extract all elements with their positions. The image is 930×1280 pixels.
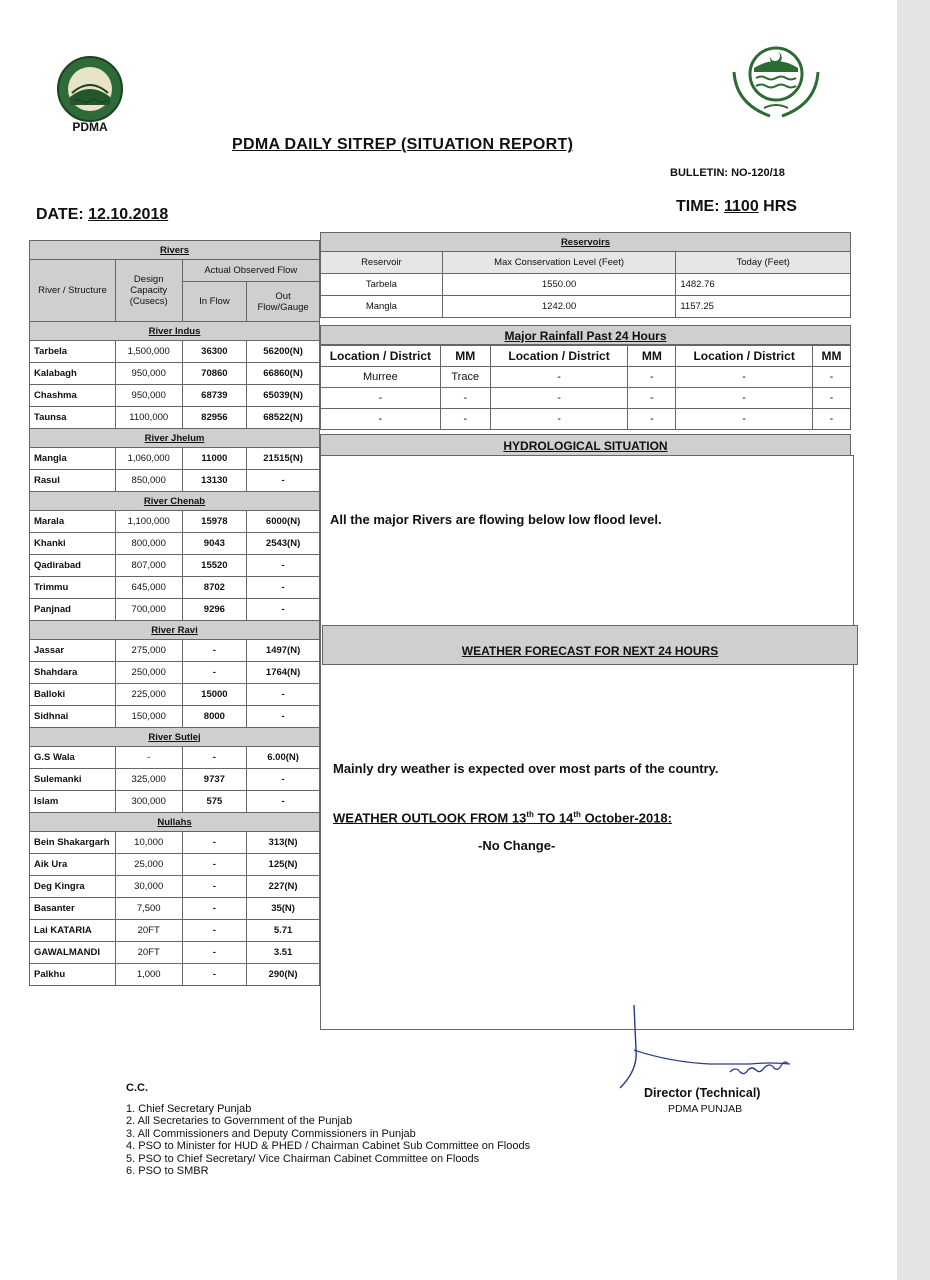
outflow-value: 227(N): [247, 876, 320, 898]
inflow-value: -: [182, 747, 247, 769]
outflow-value: -: [247, 470, 320, 492]
col-reservoir: Reservoir: [321, 252, 443, 274]
director-title: Director (Technical): [644, 1086, 761, 1100]
inflow-value: 575: [182, 791, 247, 813]
time-unit: HRS: [763, 198, 797, 215]
outflow-value: 1764(N): [247, 662, 320, 684]
station-name: Chashma: [30, 385, 116, 407]
inflow-value: 13130: [182, 470, 247, 492]
table-row: [321, 367, 851, 388]
outflow-value: 21515(N): [247, 448, 320, 470]
design-capacity: 10,000: [115, 832, 182, 854]
design-capacity: 225,000: [115, 684, 182, 706]
river-section-title: River Sutlej: [30, 728, 320, 747]
outflow-value: 35(N): [247, 898, 320, 920]
station-name: Sidhnai: [30, 706, 116, 728]
outflow-value: 313(N): [247, 832, 320, 854]
right-panel: [320, 455, 854, 1030]
table-row: [30, 577, 320, 599]
table-row: [30, 920, 320, 942]
outflow-value: -: [247, 706, 320, 728]
river-section-title: River Indus: [30, 322, 320, 341]
river-section-header: [30, 728, 320, 747]
rainfall-mm: -: [812, 388, 850, 409]
time-value: 1100: [724, 198, 759, 215]
design-capacity: 807,000: [115, 555, 182, 577]
table-row: [30, 385, 320, 407]
rainfall-location: -: [676, 367, 813, 388]
inflow-value: 8702: [182, 577, 247, 599]
inflow-value: -: [182, 964, 247, 986]
reservoir-max: 1550.00: [442, 274, 676, 296]
outlook-mid: TO 14: [533, 810, 574, 826]
list-item: 1. Chief Secretary Punjab: [126, 1102, 252, 1115]
col-today: Today (Feet): [676, 252, 851, 274]
station-name: GAWALMANDI: [30, 942, 116, 964]
inflow-value: -: [182, 640, 247, 662]
pdma-label: PDMA: [72, 120, 108, 134]
table-row: [321, 388, 851, 409]
station-name: Aik Ura: [30, 854, 116, 876]
weather-forecast-title: WEATHER FORECAST FOR NEXT 24 HOURS: [322, 625, 858, 665]
inflow-value: 82956: [182, 407, 247, 429]
design-capacity: 1100,000: [115, 407, 182, 429]
table-row: [30, 599, 320, 621]
river-section-title: River Ravi: [30, 621, 320, 640]
col-mm: MM: [812, 346, 850, 367]
design-capacity: 325,000: [115, 769, 182, 791]
outflow-value: -: [247, 555, 320, 577]
station-name: Lai KATARIA: [30, 920, 116, 942]
table-row: [30, 942, 320, 964]
outflow-value: 290(N): [247, 964, 320, 986]
table-row: [30, 640, 320, 662]
table-row: [30, 964, 320, 986]
station-name: Jassar: [30, 640, 116, 662]
outflow-value: 6.00(N): [247, 747, 320, 769]
inflow-value: -: [182, 942, 247, 964]
table-row: [321, 296, 851, 318]
design-capacity: 1,100,000: [115, 511, 182, 533]
col-outflow: Out Flow/Gauge: [247, 282, 320, 322]
rainfall-mm: -: [628, 409, 676, 430]
table-row: [30, 341, 320, 363]
station-name: Basanter: [30, 898, 116, 920]
inflow-value: 9296: [182, 599, 247, 621]
design-capacity: 275,000: [115, 640, 182, 662]
outflow-value: 5.71: [247, 920, 320, 942]
outlook-sup1: th: [526, 810, 534, 819]
design-capacity: 800,000: [115, 533, 182, 555]
table-row: [321, 274, 851, 296]
punjab-emblem-icon: [726, 42, 826, 122]
design-capacity: 300,000: [115, 791, 182, 813]
outflow-value: 56200(N): [247, 341, 320, 363]
outflow-value: 1497(N): [247, 640, 320, 662]
design-capacity: 150,000: [115, 706, 182, 728]
rainfall-mm: -: [628, 367, 676, 388]
cc-list: [126, 1082, 530, 1178]
director-org: PDMA PUNJAB: [668, 1103, 743, 1115]
page-title: PDMA DAILY SITREP (SITUATION REPORT): [232, 136, 574, 153]
table-row: [30, 854, 320, 876]
outflow-value: -: [247, 791, 320, 813]
list-item: 3. All Commissioners and Deputy Commissioners in Punjab: [126, 1127, 416, 1140]
bulletin-number: BULLETIN: NO-120/18: [670, 167, 785, 179]
table-row: [30, 898, 320, 920]
outlook-sup2: th: [573, 810, 581, 819]
inflow-value: -: [182, 832, 247, 854]
outflow-value: 2543(N): [247, 533, 320, 555]
river-section-header: [30, 492, 320, 511]
reservoir-name: Mangla: [321, 296, 443, 318]
reservoir-name: Tarbela: [321, 274, 443, 296]
rainfall-location: -: [490, 388, 628, 409]
design-capacity: 950,000: [115, 363, 182, 385]
station-name: Palkhu: [30, 964, 116, 986]
col-location: Location / District: [676, 346, 813, 367]
station-name: Trimmu: [30, 577, 116, 599]
rainfall-title: Major Rainfall Past 24 Hours: [320, 325, 851, 345]
table-row: [30, 832, 320, 854]
report-date: [36, 206, 168, 224]
rivers-title: Rivers: [30, 241, 320, 260]
table-row: [30, 747, 320, 769]
rainfall-mm: -: [812, 409, 850, 430]
rainfall-location: -: [676, 388, 813, 409]
table-row: [30, 511, 320, 533]
list-item: 2. All Secretaries to Government of the Punjab: [126, 1115, 353, 1127]
station-name: Taunsa: [30, 407, 116, 429]
outlook-suffix: October-2018:: [580, 810, 672, 826]
hydrological-text: All the major Rivers are flowing below low flood level.: [330, 512, 662, 527]
col-max-conservation: Max Conservation Level (Feet): [442, 252, 676, 274]
river-section-header: [30, 322, 320, 341]
col-mm: MM: [628, 346, 676, 367]
col-inflow: In Flow: [182, 282, 247, 322]
design-capacity: 30,000: [115, 876, 182, 898]
station-name: Deg Kingra: [30, 876, 116, 898]
inflow-value: 70860: [182, 363, 247, 385]
pdma-logo-icon: [56, 55, 124, 123]
outflow-value: -: [247, 599, 320, 621]
inflow-value: 8000: [182, 706, 247, 728]
weather-forecast-text: Mainly dry weather is expected over most parts of the country.: [333, 761, 719, 776]
rainfall-table: [320, 345, 851, 430]
inflow-value: -: [182, 920, 247, 942]
rainfall-location: -: [321, 388, 441, 409]
station-name: Islam: [30, 791, 116, 813]
inflow-value: -: [182, 854, 247, 876]
col-location: Location / District: [321, 346, 441, 367]
col-location: Location / District: [490, 346, 628, 367]
rivers-table: [29, 240, 320, 986]
outlook-prefix: WEATHER OUTLOOK FROM 13: [333, 810, 527, 826]
river-section-title: Nullahs: [30, 813, 320, 832]
rainfall-mm: -: [812, 367, 850, 388]
table-row: [30, 448, 320, 470]
rainfall-location: -: [321, 409, 441, 430]
rainfall-mm: -: [440, 409, 490, 430]
design-capacity: 1,060,000: [115, 448, 182, 470]
river-section-title: River Chenab: [30, 492, 320, 511]
col-mm: MM: [440, 346, 490, 367]
station-name: Tarbela: [30, 341, 116, 363]
station-name: Marala: [30, 511, 116, 533]
station-name: G.S Wala: [30, 747, 116, 769]
station-name: Balloki: [30, 684, 116, 706]
station-name: Qadirabad: [30, 555, 116, 577]
date-label: DATE:: [36, 206, 84, 223]
list-item: 6. PSO to SMBR: [126, 1165, 209, 1177]
inflow-value: -: [182, 898, 247, 920]
design-capacity: 950,000: [115, 385, 182, 407]
design-capacity: 20FT: [115, 942, 182, 964]
hydrological-title: HYDROLOGICAL SITUATION: [320, 434, 851, 456]
inflow-value: 15978: [182, 511, 247, 533]
outflow-value: 6000(N): [247, 511, 320, 533]
rainfall-location: -: [490, 409, 628, 430]
river-section-title: River Jhelum: [30, 429, 320, 448]
station-name: Rasul: [30, 470, 116, 492]
outflow-value: -: [247, 684, 320, 706]
table-row: [30, 555, 320, 577]
inflow-value: 11000: [182, 448, 247, 470]
reservoir-max: 1242.00: [442, 296, 676, 318]
col-river-structure: River / Structure: [30, 260, 116, 322]
reservoirs-title: Reservoirs: [321, 233, 851, 252]
table-row: [30, 876, 320, 898]
station-name: Bein Shakargarh: [30, 832, 116, 854]
report-time: [676, 198, 797, 216]
outflow-value: 3.51: [247, 942, 320, 964]
table-row: [30, 363, 320, 385]
inflow-value: -: [182, 662, 247, 684]
design-capacity: 645,000: [115, 577, 182, 599]
river-section-header: [30, 813, 320, 832]
station-name: Khanki: [30, 533, 116, 555]
design-capacity: 850,000: [115, 470, 182, 492]
design-capacity: 25,000: [115, 854, 182, 876]
table-row: [30, 791, 320, 813]
inflow-value: 15520: [182, 555, 247, 577]
outflow-value: -: [247, 577, 320, 599]
river-section-header: [30, 429, 320, 448]
design-capacity: 1,500,000: [115, 341, 182, 363]
design-capacity: 250,000: [115, 662, 182, 684]
weather-outlook-text: -No Change-: [478, 838, 556, 853]
station-name: Shahdara: [30, 662, 116, 684]
list-item: 4. PSO to Minister for HUD & PHED / Chairman Cabinet Sub Committee on Floods: [126, 1140, 531, 1152]
reservoir-today: 1157.25: [676, 296, 851, 318]
table-row: [30, 470, 320, 492]
station-name: Panjnad: [30, 599, 116, 621]
col-design-capacity: Design Capacity (Cusecs): [115, 260, 182, 322]
cc-label: C.C.: [126, 1082, 148, 1094]
outflow-value: 65039(N): [247, 385, 320, 407]
design-capacity: 20FT: [115, 920, 182, 942]
col-actual-observed-flow: Actual Observed Flow: [182, 260, 319, 282]
inflow-value: 36300: [182, 341, 247, 363]
outflow-value: -: [247, 769, 320, 791]
rainfall-location: -: [490, 367, 628, 388]
table-row: [30, 706, 320, 728]
table-row: [30, 533, 320, 555]
list-item: 5. PSO to Chief Secretary/ Vice Chairman Cabinet Committee on Floods: [126, 1152, 480, 1165]
outflow-value: 125(N): [247, 854, 320, 876]
river-section-header: [30, 621, 320, 640]
outflow-value: 68522(N): [247, 407, 320, 429]
table-row: [30, 407, 320, 429]
signature-icon: [610, 1000, 840, 1090]
rainfall-mm: -: [628, 388, 676, 409]
inflow-value: -: [182, 876, 247, 898]
weather-outlook-heading: [333, 810, 672, 825]
reservoir-today: 1482.76: [676, 274, 851, 296]
design-capacity: -: [115, 747, 182, 769]
date-value: 12.10.2018: [88, 206, 169, 223]
design-capacity: 1,000: [115, 964, 182, 986]
time-label: TIME:: [676, 198, 720, 215]
inflow-value: 15000: [182, 684, 247, 706]
rainfall-location: -: [676, 409, 813, 430]
station-name: Sulemanki: [30, 769, 116, 791]
page-edge-shadow: [897, 0, 930, 1280]
outflow-value: 66860(N): [247, 363, 320, 385]
table-row: [30, 769, 320, 791]
station-name: Kalabagh: [30, 363, 116, 385]
rainfall-mm: Trace: [440, 367, 490, 388]
reservoirs-table: [320, 232, 851, 318]
rainfall-mm: -: [440, 388, 490, 409]
rainfall-location: Murree: [321, 367, 441, 388]
table-row: [30, 662, 320, 684]
inflow-value: 9043: [182, 533, 247, 555]
inflow-value: 68739: [182, 385, 247, 407]
design-capacity: 700,000: [115, 599, 182, 621]
design-capacity: 7,500: [115, 898, 182, 920]
inflow-value: 9737: [182, 769, 247, 791]
table-row: [321, 409, 851, 430]
station-name: Mangla: [30, 448, 116, 470]
table-row: [30, 684, 320, 706]
